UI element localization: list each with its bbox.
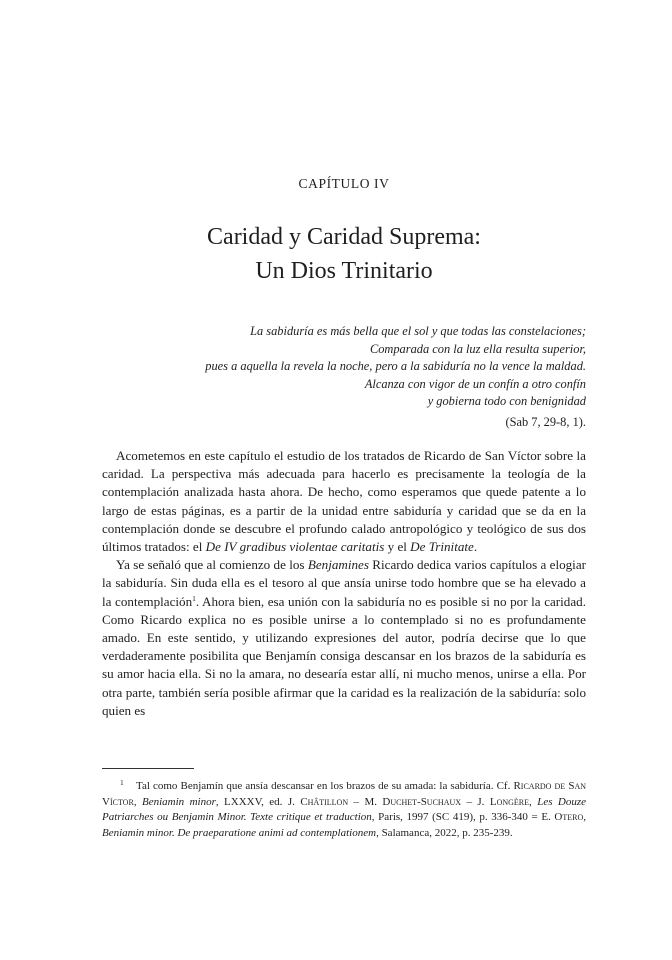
paragraph-1: [102, 447, 586, 556]
work-title: Benjamines: [307, 557, 369, 573]
chapter-title: [102, 220, 586, 288]
epigraph-line: La sabiduría es más bella que el sol y que todas las constelaciones;: [250, 324, 586, 338]
chapter-title-line-2: Un Dios Trinitario: [255, 258, 433, 284]
epigraph-line: Comparada con la luz ella resulta superior,: [369, 341, 586, 356]
text-run: ,: [529, 795, 538, 808]
epigraph-line: pues a aquella la revela la noche, pero a la sabiduría no la vence la maldad.: [205, 359, 586, 374]
work-title: De Trinitate: [410, 539, 474, 555]
footnote-divider: [102, 768, 194, 769]
author-name: Ricardo de San Víctor: [102, 780, 586, 808]
footnote-1: 1 Tal como Benjamín que ansía descansar en los brazos de su amada: la sabiduría. Cf. Ricardo de San Víctor, Beniamin minor, LXXXV, ed. J. Châtillon – M. Duchet-Suchaux – J. Longère, Les Douze Patriarches ou Benjamin Minor. Texte critique et traduction, Paris, 1997 (SC 419), p. 336-340 = E. Otero, Beniamin minor. De praeparatione animi ad contemplationem, Salamanca, 2022, p. 235-239.: [102, 778, 587, 839]
text-run: – M.: [348, 795, 383, 808]
work-title: Beniamin minor: [142, 795, 216, 808]
text-run: , LXXXV, ed. J.: [215, 795, 301, 808]
text-run: Acometemos en este capítulo el estudio de los tratados de Ricardo de San Víctor sobre la caridad. La perspectiva más adecuada para hacerlo es precisamente la teología de la contemplación analizada hasta ahora. De hecho, como esperamos que quede patente a lo largo de estas páginas, es a partir de la unidad entre sabiduría y caridad que se da en la contemplación donde se descubre el profundo calado antropológico y teológico de sus dos últimos tratados: el: [102, 448, 586, 555]
epigraph-source: (Sab 7, 29-8, 1).: [505, 414, 586, 429]
author-name: Duchet-Suchaux: [382, 795, 462, 808]
text-run: .: [473, 539, 478, 555]
text-run: , Paris, 1997 (SC 419), p. 336-340 = E.: [371, 811, 555, 824]
text-run: Tal como Benjamín que ansía descansar en los brazos de su amada: la sabiduría. Cf.: [136, 780, 514, 792]
work-title: Les Douze Patriarches ou Benjamin Minor. Texte critique et traduction: [102, 795, 587, 824]
text-run: . Ahora bien, esa unión con la sabiduría no es posible si no por la caridad. Como Ricardo explica no es posible unirse a lo contemplado si no es profundamente amado. En este sentido, y utilizando expresiones del autor, podría decirse que lo que verdaderamente posibilita que Benjamín consiga descansar en los brazos de la sabiduría es su amor hacia ella. Si no la amara, no desearía estar allí, ni mucho menos, unirse a ella. Por otra parte, también sería posible afirmar que la caridad es la realización de la sabiduría: solo quien es: [102, 593, 586, 718]
work-title: Beniamin minor. De praeparatione animi ad contemplationem: [102, 826, 377, 839]
epigraph: [166, 323, 586, 432]
chapter-label: CAPÍTULO IV: [298, 176, 390, 191]
epigraph-line: Alcanza con vigor de un confín a otro confín: [364, 376, 586, 391]
text-run: ,: [583, 811, 587, 824]
author-name: Châtillon: [300, 795, 349, 808]
text-run: Ricardo dedica varios capítulos a elogiar la sabiduría. Sin duda ella es el tesoro al que ansía unirse todo hombre que se ha elevado a la contemplación: [102, 557, 586, 609]
chapter-title-line-1: Caridad y Caridad Suprema:: [207, 224, 481, 250]
paragraph-2: [102, 556, 586, 720]
author-name: Longère: [489, 795, 530, 808]
text-run: , Salamanca, 2022, p. 235-239.: [376, 826, 513, 839]
footnote: [102, 779, 586, 841]
book-page: [102, 0, 586, 960]
text-run: y el: [384, 539, 411, 555]
epigraph-line: y gobierna todo con benignidad: [427, 394, 586, 409]
text-run: ,: [133, 795, 142, 808]
text-run: Ya se señaló que al comienzo de los: [116, 557, 308, 573]
text-run: – J.: [461, 795, 490, 808]
work-title: De IV gradibus violentae caritatis: [205, 539, 385, 555]
author-name: Otero: [554, 811, 584, 824]
footnote-reference[interactable]: 1: [192, 593, 196, 603]
body-text: [102, 447, 586, 720]
